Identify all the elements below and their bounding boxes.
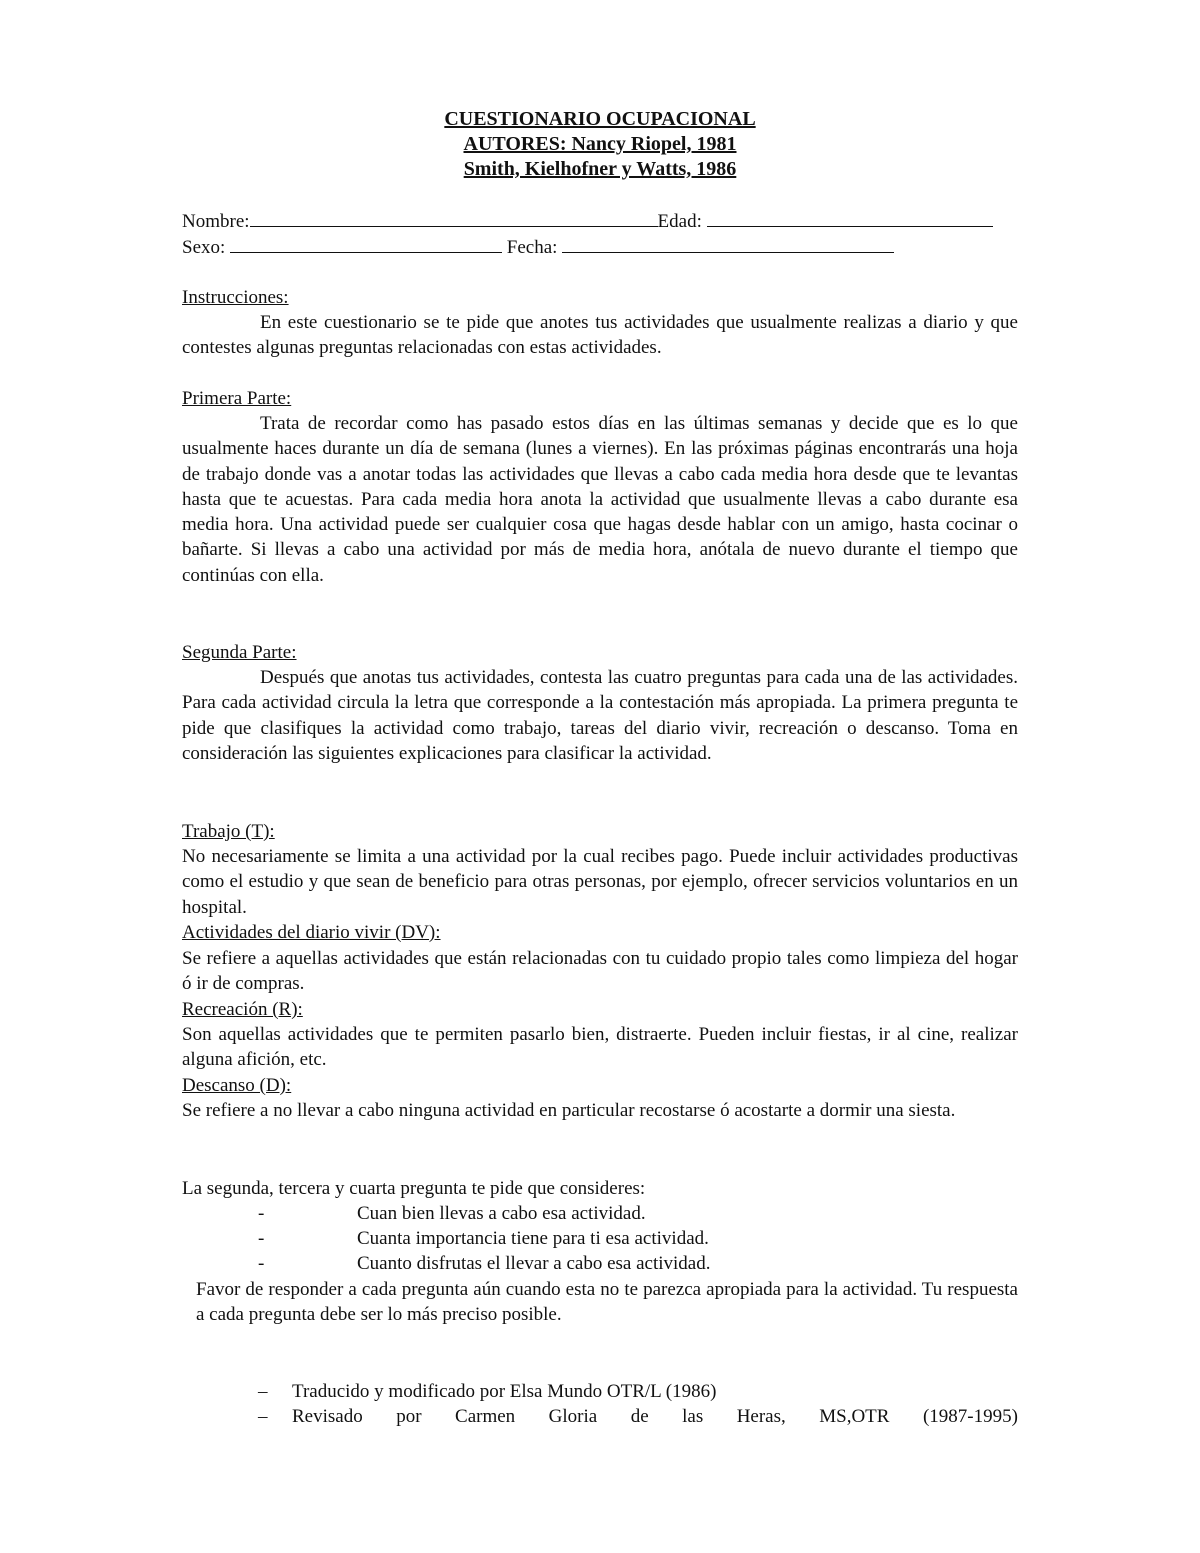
segunda-parte-text: Después que anotas tus actividades, contesta las cuatro preguntas para cada una de las actividades. Para cada actividad circula la letra que corresponde a la contestación más apropiada. La primera pregunta te pide que clasifiques la actividad como trabajo, tareas del diario vivir, recreación o descanso. Toma en consideración las siguientes explicaciones para clasificar la actividad.: [182, 667, 1018, 764]
credit-word: MS,OTR: [819, 1406, 890, 1427]
diario-vivir-heading: Actividades del diario vivir (DV):: [182, 922, 441, 943]
credit-word: de: [630, 1406, 649, 1427]
descanso-text: Se refiere a no llevar a cabo ninguna actividad en particular recostarse ó acostarte a dormir una siesta.: [182, 1100, 956, 1121]
sexo-field[interactable]: [230, 234, 502, 253]
bullet-dash: -: [258, 1203, 265, 1224]
edad-field[interactable]: [707, 208, 993, 227]
fecha-label: Fecha:: [506, 237, 558, 258]
credit-word: por: [396, 1406, 422, 1427]
preguntas-intro: La segunda, tercera y cuarta pregunta te pide que consideres:: [182, 1178, 646, 1199]
diario-vivir-text: Se refiere a aquellas actividades que están relacionadas con tu cuidado propio tales como limpieza del hogar ó ir de compras.: [182, 948, 1018, 995]
nombre-label: Nombre:: [182, 211, 250, 232]
credit-traducido: Traducido y modificado por Elsa Mundo OTR/L (1986): [292, 1381, 717, 1402]
segunda-parte-heading: Segunda Parte:: [182, 642, 297, 663]
authors-line-1: AUTORES: Nancy Riopel, 1981: [463, 133, 737, 155]
primera-parte-text: Trata de recordar como has pasado estos días en las últimas semanas y decide que es lo que usualmente haces durante un día de semana (lunes a viernes). En las próximas páginas encontrarás una hoja de trabajo donde vas a anotar todas las actividades que llevas a cabo cada media hora desde que te levantas hasta que te acuestas. Para cada media hora anota la actividad que usualmente llevas a cabo durante esa media hora. Una actividad puede ser cualquier cosa que hagas desde hablar con un amigo, hasta cocinar o bañarte. Si llevas a cabo una actividad por más de media hora, anótala de nuevo durante el tiempo que continúas con ella.: [182, 413, 1018, 586]
recreacion-heading: Recreación (R):: [182, 999, 303, 1020]
credit-word: Gloria: [548, 1406, 598, 1427]
credit-dash: –: [258, 1381, 268, 1402]
sexo-label: Sexo:: [182, 237, 226, 258]
instrucciones-text: En este cuestionario se te pide que anotes tus actividades que usualmente realizas a diario y que contestes algunas preguntas relacionadas con estas actividades.: [182, 312, 1018, 359]
nombre-field[interactable]: [250, 208, 658, 227]
trabajo-heading: Trabajo (T):: [182, 821, 275, 842]
pregunta-item: Cuanto disfrutas el llevar a cabo esa actividad.: [357, 1253, 711, 1274]
edad-label: Edad:: [657, 211, 702, 232]
form-row-2: [182, 234, 1018, 260]
credit-word: Revisado: [292, 1406, 363, 1427]
recreacion-text: Son aquellas actividades que te permiten pasarlo bien, distraerte. Pueden incluir fiestas, ir al cine, realizar alguna afición, etc.: [182, 1024, 1018, 1071]
pregunta-item: Cuanta importancia tiene para ti esa actividad.: [357, 1228, 709, 1249]
credit-revisado: [292, 1404, 1018, 1429]
credit-word: Carmen: [455, 1406, 516, 1427]
instrucciones-heading: Instrucciones:: [182, 287, 289, 308]
bullet-dash: -: [258, 1228, 265, 1249]
authors-line-2: Smith, Kielhofner y Watts, 1986: [463, 158, 737, 180]
credit-word: (1987-1995): [922, 1406, 1018, 1427]
credit-dash: –: [258, 1406, 268, 1427]
preguntas-nota: Favor de responder a cada pregunta aún cuando esta no te parezca apropiada para la actividad. Tu respuesta a cada pregunta debe ser lo más preciso posible.: [196, 1279, 1018, 1326]
document-title: CUESTIONARIO OCUPACIONAL: [444, 108, 756, 130]
fecha-field[interactable]: [562, 234, 894, 253]
primera-parte-heading: Primera Parte:: [182, 388, 292, 409]
descanso-heading: Descanso (D):: [182, 1075, 292, 1096]
credit-word: Heras,: [736, 1406, 786, 1427]
pregunta-item: Cuan bien llevas a cabo esa actividad.: [357, 1203, 646, 1224]
credit-word: las: [682, 1406, 704, 1427]
bullet-dash: -: [258, 1253, 265, 1274]
form-row-1: [182, 208, 1018, 234]
trabajo-text: No necesariamente se limita a una actividad por la cual recibes pago. Puede incluir actividades productivas como el estudio y que sean de beneficio para otras personas, por ejemplo, ofrecer servicios voluntarios en un hospital.: [182, 846, 1018, 918]
